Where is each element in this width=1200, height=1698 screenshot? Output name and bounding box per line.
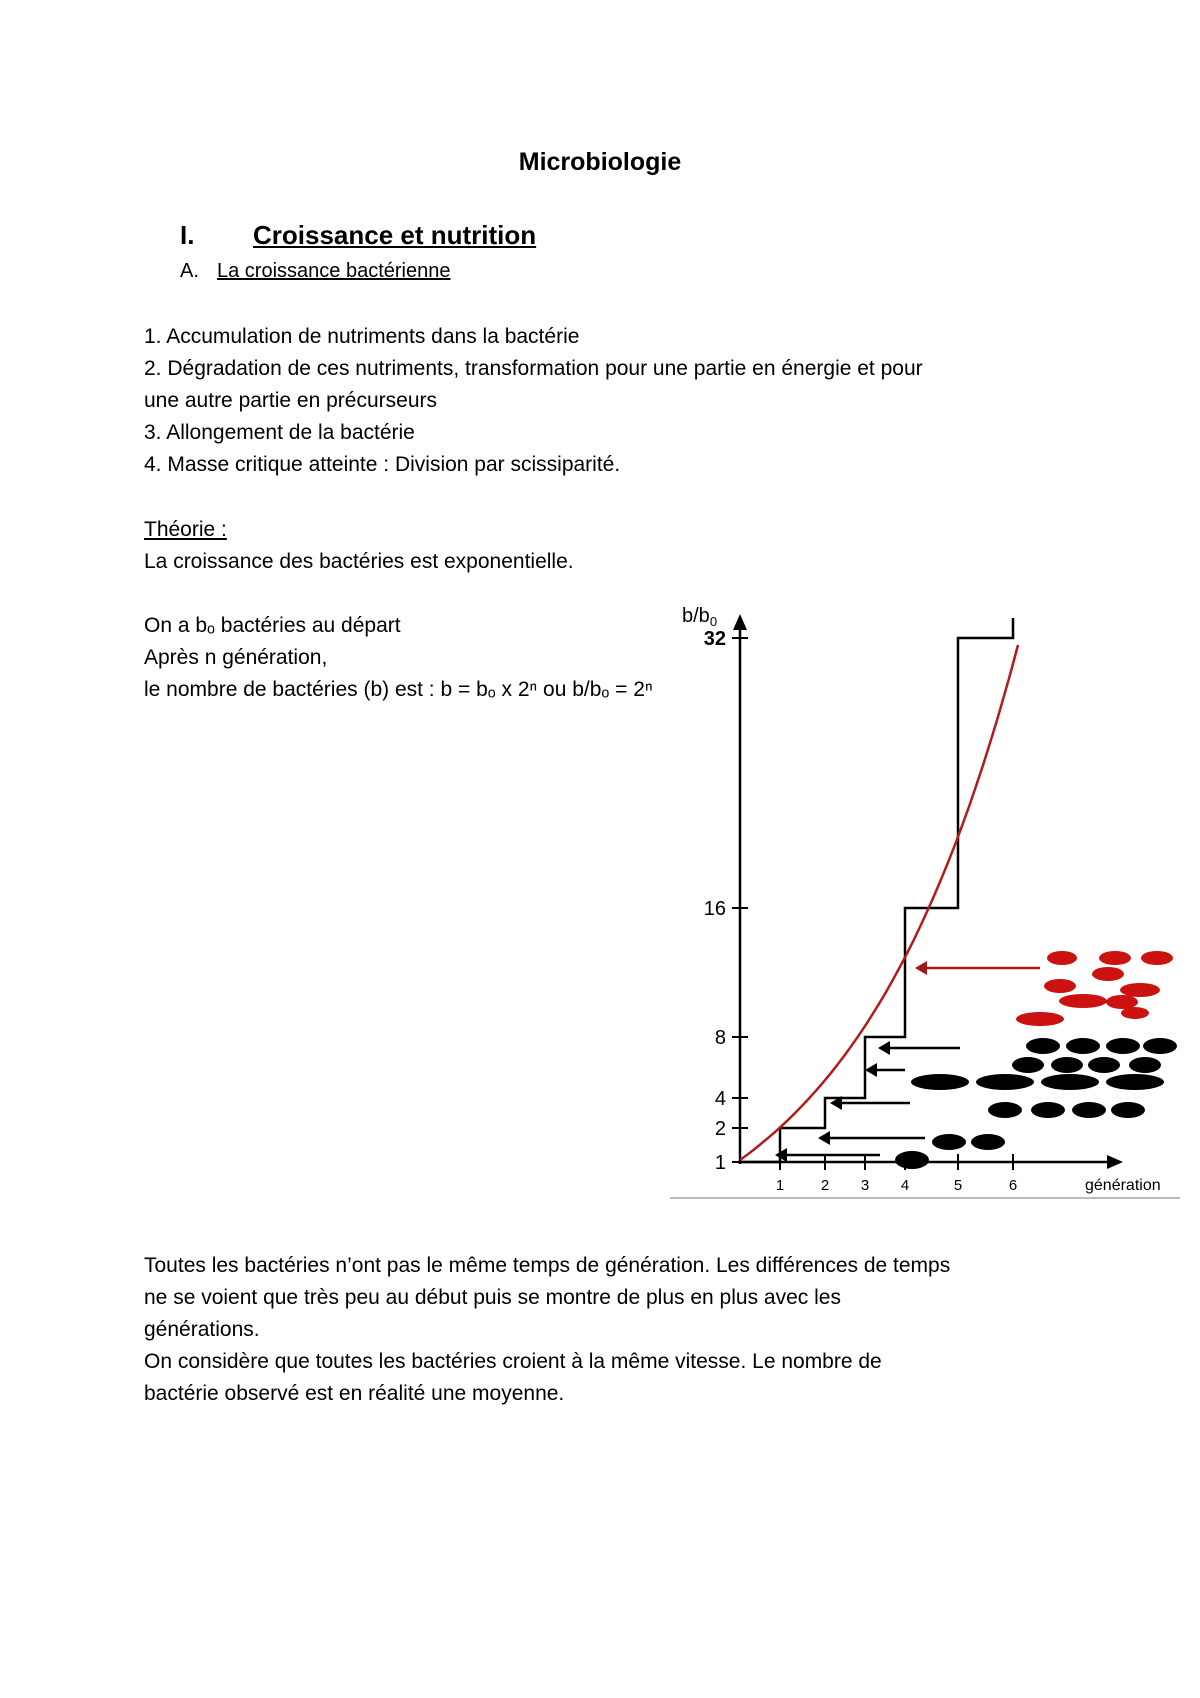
theory-line: Après n génération, bbox=[144, 646, 328, 669]
bacterium-black bbox=[1041, 1074, 1099, 1090]
bacterium-black bbox=[1106, 1074, 1164, 1090]
page-title: Microbiologie bbox=[518, 148, 682, 176]
y-tick-label: 16 bbox=[703, 898, 726, 920]
bacterium-red bbox=[1059, 994, 1107, 1008]
theory-line: On a bₒ bactéries au départ bbox=[144, 614, 401, 637]
bacterium-red bbox=[1120, 983, 1160, 997]
y-axis-arrowhead bbox=[733, 614, 747, 630]
step-growth-line bbox=[740, 618, 1013, 1162]
x-tick-label: 3 bbox=[860, 1177, 870, 1194]
pointer-arrowhead bbox=[915, 961, 927, 975]
subsection-letter: A. bbox=[180, 260, 199, 282]
theory-statement: La croissance des bactéries est exponentielle. bbox=[144, 550, 574, 573]
bacterium-black bbox=[971, 1134, 1005, 1150]
x-axis-arrowhead bbox=[1107, 1155, 1123, 1169]
bacterium-black bbox=[976, 1074, 1034, 1090]
y-tick-label: 8 bbox=[714, 1027, 726, 1049]
bacterium-black bbox=[1111, 1102, 1145, 1118]
bacterium-black bbox=[1012, 1057, 1044, 1073]
y-tick-label: 2 bbox=[714, 1118, 726, 1140]
bacterium-black bbox=[1143, 1038, 1177, 1054]
pointer-arrowhead bbox=[818, 1131, 830, 1145]
section-title: Croissance et nutrition bbox=[253, 220, 537, 250]
step-line: 3. Allongement de la bactérie bbox=[144, 421, 415, 444]
bacterium-black bbox=[1026, 1038, 1060, 1054]
x-tick-label: 1 bbox=[775, 1177, 785, 1194]
conclusion-line: générations. bbox=[144, 1318, 260, 1341]
section-number: I. bbox=[180, 220, 195, 250]
bacterium-red bbox=[1044, 979, 1076, 993]
bacterium-black bbox=[988, 1102, 1022, 1118]
bacterium-black bbox=[911, 1074, 969, 1090]
y-tick-label: 32 bbox=[703, 628, 726, 650]
conclusion-line: On considère que toutes les bactéries croient à la même vitesse. Le nombre de bbox=[144, 1350, 882, 1373]
theory-heading: Théorie : bbox=[144, 518, 227, 541]
growth-chart bbox=[660, 600, 1180, 1200]
bacterium-black bbox=[1106, 1038, 1140, 1054]
bacterium-black bbox=[1072, 1102, 1106, 1118]
step-line: 4. Masse critique atteinte : Division par scissiparité. bbox=[144, 453, 621, 476]
bacterium-black bbox=[1088, 1057, 1120, 1073]
conclusion-line: bactérie observé est en réalité une moyenne. bbox=[144, 1382, 565, 1405]
bacterium-black bbox=[895, 1151, 929, 1169]
x-tick-label: 2 bbox=[820, 1177, 830, 1194]
bacterium-red bbox=[1121, 1007, 1149, 1019]
conclusion-line: Toutes les bactéries n’ont pas le même temps de génération. Les différences de temps bbox=[144, 1254, 951, 1277]
bacterium-black bbox=[932, 1134, 966, 1150]
bacterium-black bbox=[1129, 1057, 1161, 1073]
subsection-title: La croissance bactérienne bbox=[217, 260, 451, 282]
bacterium-red bbox=[1092, 967, 1124, 981]
bacterium-black bbox=[1051, 1057, 1083, 1073]
theory-formula: le nombre de bactéries (b) est : b = bₒ x 2ⁿ ou b/bₒ = 2ⁿ bbox=[144, 678, 653, 701]
bacterium-black bbox=[1066, 1038, 1100, 1054]
x-tick-label: 4 bbox=[900, 1177, 910, 1194]
pointer-arrowhead bbox=[878, 1041, 890, 1055]
conclusion-line: ne se voient que très peu au début puis se montre de plus en plus avec les bbox=[144, 1286, 841, 1309]
bacterium-red bbox=[1016, 1012, 1064, 1026]
x-tick-label: 6 bbox=[1008, 1177, 1018, 1194]
pointer-arrowhead bbox=[865, 1063, 877, 1077]
y-tick-label: 4 bbox=[714, 1088, 726, 1110]
bacterium-red bbox=[1141, 951, 1173, 965]
bacterium-red bbox=[1099, 951, 1131, 965]
bacterium-red bbox=[1047, 951, 1077, 965]
growth-figure bbox=[660, 600, 1180, 1200]
y-tick-label: 1 bbox=[714, 1152, 726, 1174]
bacterium-black bbox=[1031, 1102, 1065, 1118]
step-line: 1. Accumulation de nutriments dans la bactérie bbox=[144, 325, 580, 348]
bacterium-red bbox=[1106, 995, 1138, 1009]
x-tick-label: 5 bbox=[953, 1177, 963, 1194]
y-axis-label: $b/b_0$ bbox=[682, 605, 718, 629]
step-line: 2. Dégradation de ces nutriments, transformation pour une partie en énergie et pour bbox=[144, 357, 923, 380]
x-axis-label: génération bbox=[1085, 1177, 1161, 1194]
step-line: une autre partie en précurseurs bbox=[144, 389, 438, 412]
